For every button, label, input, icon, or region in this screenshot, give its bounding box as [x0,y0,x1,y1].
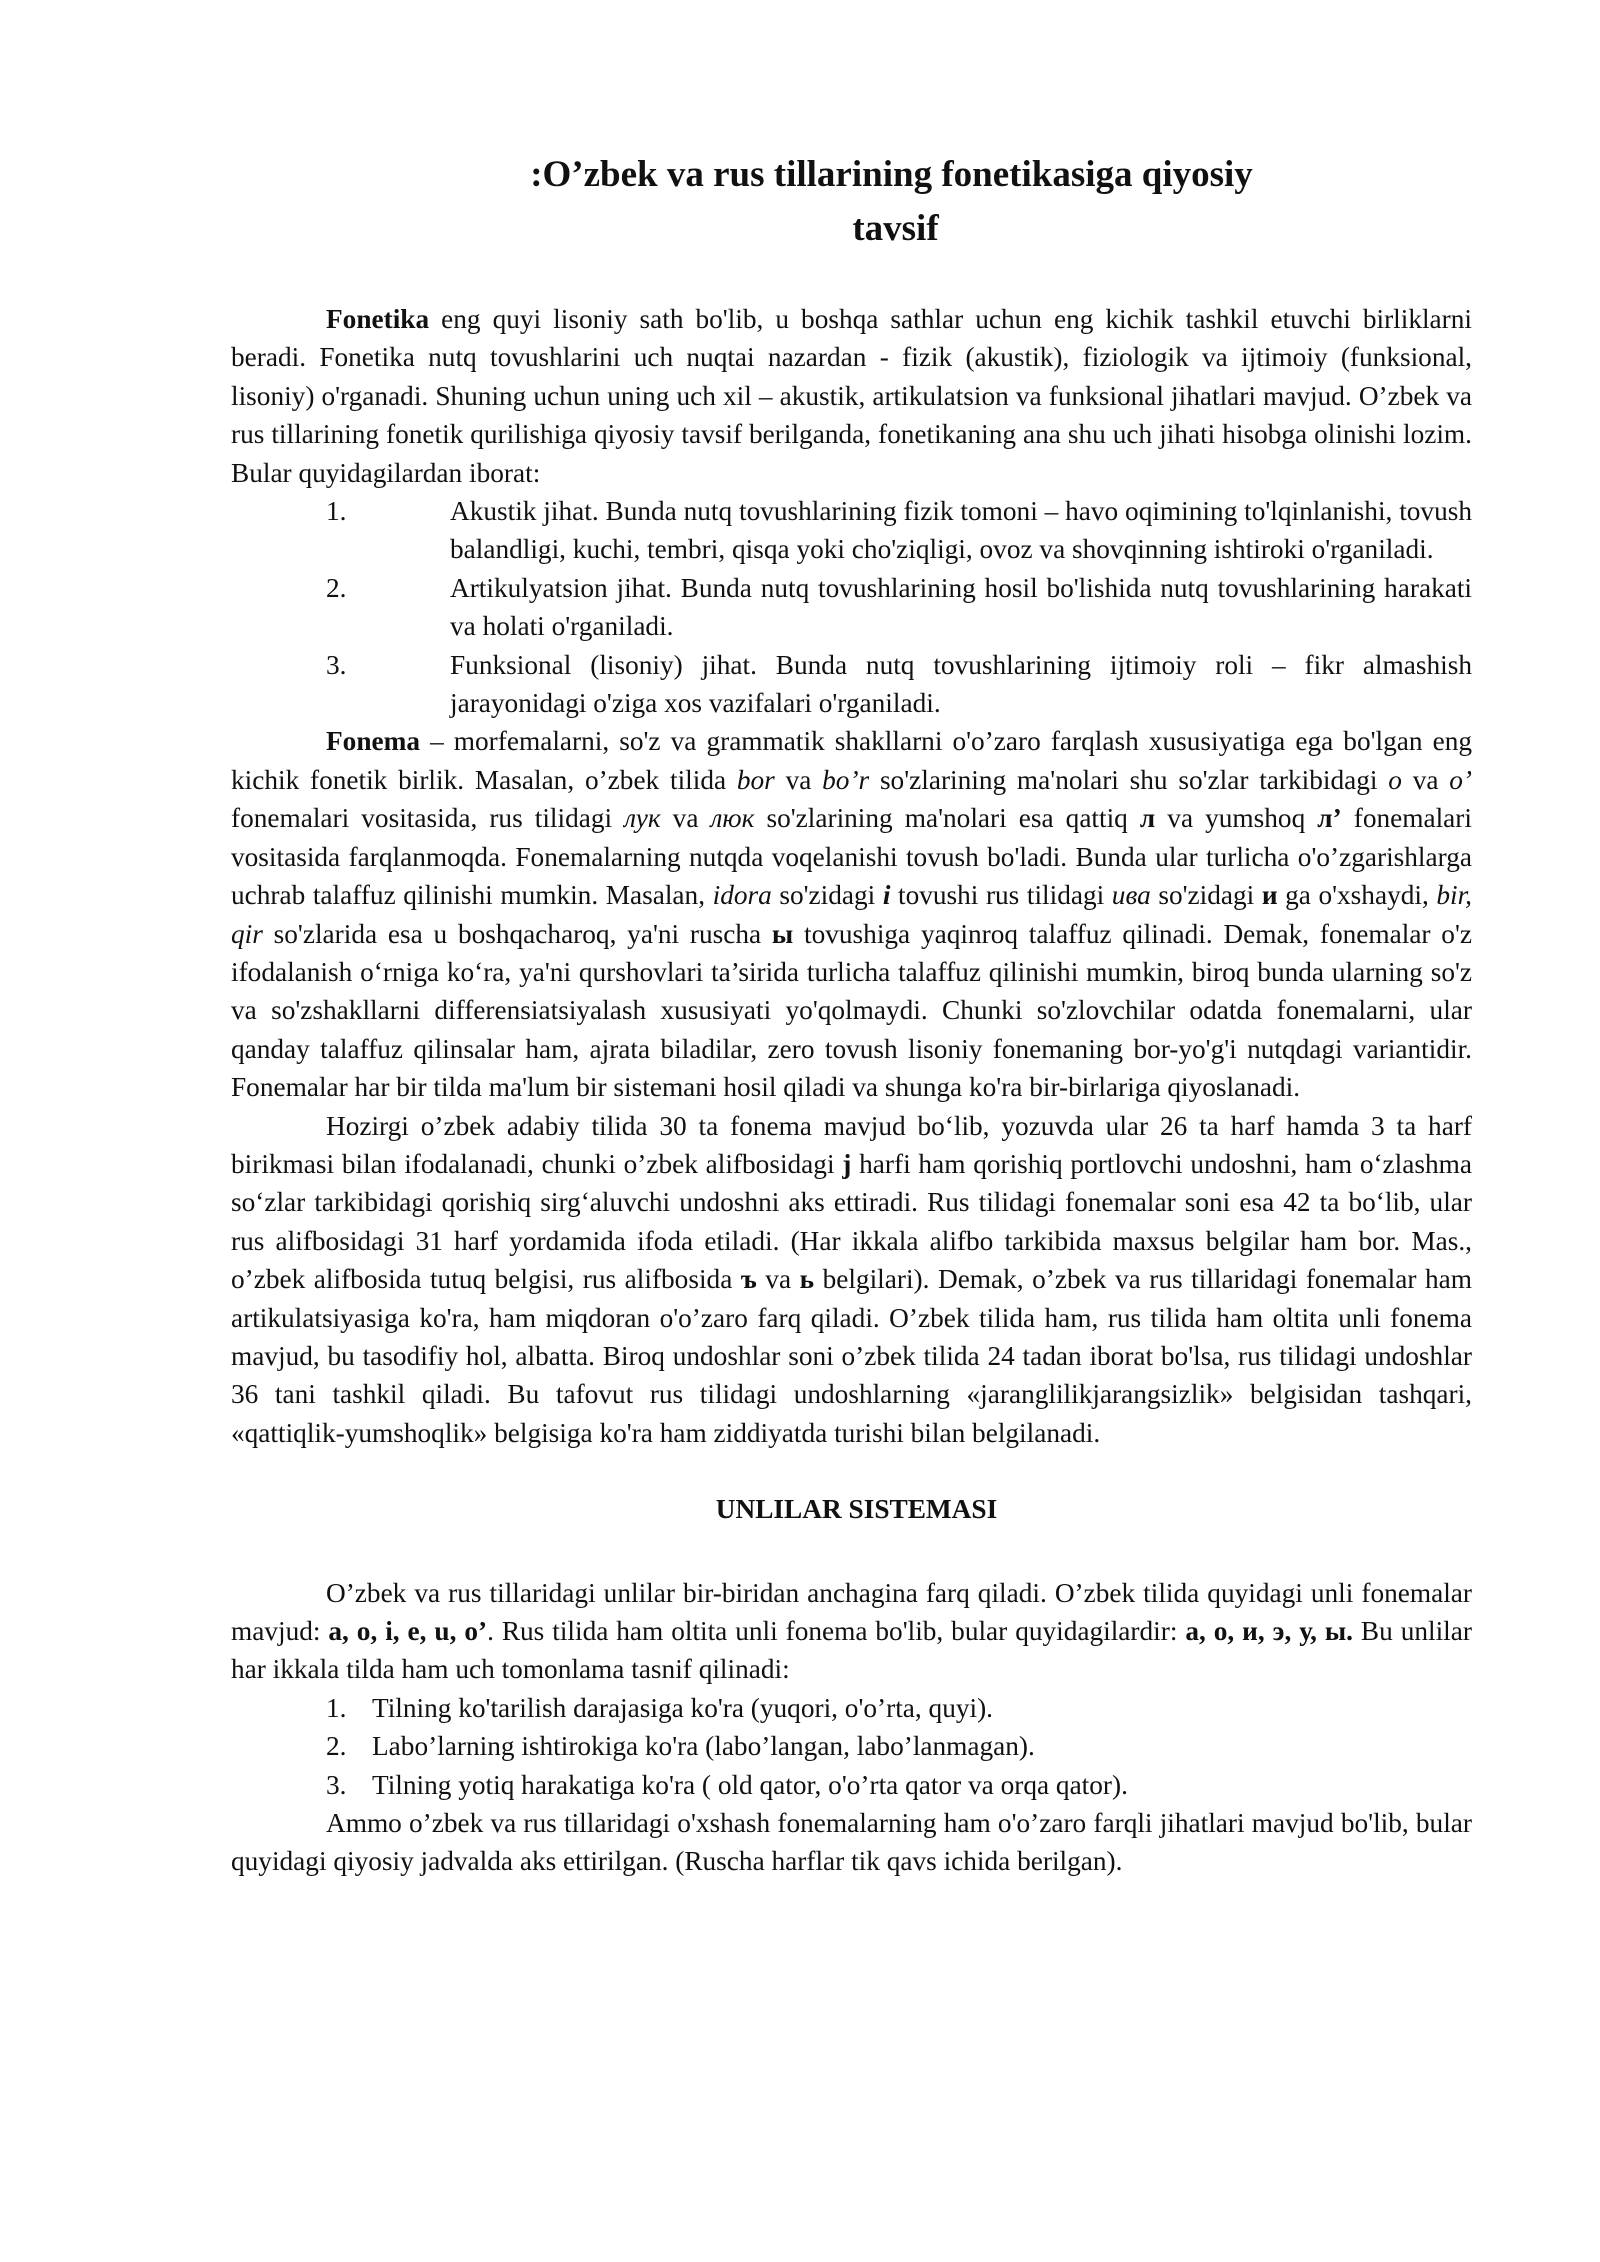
example-letter: j [842,1148,852,1179]
text-run: so'zlarining ma'nolari shu so'zlar tarkibidagi [869,764,1389,795]
text-run: so'zidagi [1150,880,1262,911]
example-letter: и [1261,880,1278,911]
text-run: va [774,764,823,795]
vowel-list: а, о, и, э, у, ы. [1185,1616,1353,1646]
example-word: idora [712,880,772,911]
title-line-2: tavsif [852,208,939,249]
example-word: o’ [1449,764,1473,795]
example-letter: ъ [740,1264,757,1295]
text-run: tovushiga yaqinroq talaffuz qilinadi. Demak, fonemalar o'z ifodalanish o‘rniga ko‘ra, ya'ni qurshovlari ta’sirida turlicha talaffuz qilinishi mumkin, biroq bunda ularning so'z va so'zshakllarni differensiatsiyalash xususiyati yo'qolmaydi. Chunki so'zlovchilar odatda fonemalarni, ular qanday talaffuz qilinsalar ham, ajrata biladilar, zero tovush lisoniy fonemaning bor-yo'g'i nutqdagi variantidir. Fonemalar har bir tilda ma'lum bir sistemani hosil qiladi va shunga ko'ra bir-birlariga qiyoslanadi. [231,918,1472,1103]
text-run: va yumshoq [1155,803,1318,834]
list-text: Akustik jihat. Bunda nutq tovushlarining fizik tomoni – havo oqimining to'lqinlanishi, tovush balandligi, kuchi, tembri, qisqa yoki cho'ziqligi, ovoz va shovqinning ishtiroki o'rganiladi. [450,496,1472,565]
text-run: . Rus tilida ham oltita unli fonema bo'lib, bular quyidagilardir: [487,1616,1186,1646]
list-number: 3. [326,1769,347,1800]
list-number: 3. [326,649,347,680]
list-item [326,646,1472,723]
text-run: belgilari). Demak, o’zbek va rus tillaridagi fonemalar ham artikulatsiyasiga ko'ra, ham miqdoran o'o’zaro farq qiladi. O’zbek tilida ham, rus tilida ham oltita unli fonema mavjud, bu tasodifiy hol, albatta. Biroq undoshlar soni o’zbek tilida 24 tadan iborat bo'lsa, rus tilidagi undoshlar 36 tani tashkil qiladi. Bu tafovut rus tilidagi undoshlarning «jaranglilikjarangsizlik» belgisidan tashqari, «qattiqlik-yumshoqlik» belgisiga ko'ra ham ziddiyatda turishi bilan belgilanadi. [231,1264,1472,1448]
text-run: so'zlarining ma'nolari esa qattiq [754,803,1140,834]
aspects-list [231,492,1472,722]
text-run: Hozirgi o’zbek adabiy tilida 30 ta fonema mavjud bo‘lib, yozuvda ular 26 ta harf hamda 3 ta harf birikmasi bilan ifodalanadi, chunki o’zbek alifbosidagi [231,1110,1472,1179]
paragraph-text: eng quyi lisoniy sath bo'lib, u boshqa sathlar uchun eng kichik tashkil etuvchi birliklarni beradi. Fonetika nutq tovushlarini uch nuqtai nazardan - fizik (akustik), fiziologik va ijtimoiy (funksional, lisoniy) o'rganadi. Shuning uchun uning uch xil – akustik, artikulatsion va funksional jihatlari mavjud. O’zbek va rus tillarining fonetik qurilishiga qiyosiy tavsif berilganda, fonetikaning ana shu uch jihati hisobga olinishi lozim. Bular quyidagilardan iborat: [231,304,1472,488]
list-item [326,569,1472,646]
section-heading: UNLILAR SISTEMASI [715,1494,998,1525]
paragraph-ammo: Ammo o’zbek va rus tillaridagi o'xshash fonemalarning ham o'o’zaro farqli jihatlari mavjud bo'lib, bular quyidagi qiyosiy jadvalda aks ettirilgan. (Ruscha harflar tik qavs ichida berilgan). [231,1808,1472,1877]
list-text: Tilning ko'tarilish darajasiga ko'ra (yuqori, o'o’rta, quyi). [372,1692,993,1723]
page-title [231,148,1472,256]
paragraph-fonema [231,722,1472,1106]
term-fonetika: Fonetika [326,304,430,334]
example-word: ива [1111,880,1151,911]
text-run: va [1401,764,1450,795]
example-word: bo’r [822,764,870,795]
example-letter: ы [771,918,794,949]
example-word: лук [624,803,661,834]
example-word: o [1388,764,1402,795]
example-letter: л [1139,803,1156,834]
term-fonema: Fonema [326,726,421,757]
paragraph-fonetika [231,300,1472,492]
list-number: 2. [326,572,347,603]
example-letter: i [882,880,891,911]
example-letter: л’ [1317,803,1342,834]
example-word: bir, qir [231,880,1472,949]
list-item [326,1727,1472,1765]
list-text: Funksional (lisoniy) jihat. Bunda nutq tovushlarining ijtimoiy roli – fikr almashish jarayonidagi o'ziga xos vazifalari o'rganiladi. [450,649,1472,719]
text-run: tovushi rus tilidagi [890,880,1112,911]
text-run: va [660,803,711,834]
list-text: Tilning yotiq harakatiga ko'ra ( old qator, o'o’rta qator va orqa qator). [372,1769,1128,1800]
title-line-1: :O’zbek va rus tillarining fonetikasiga qiyosiy [530,154,1253,195]
list-text: Artikulyatsion jihat. Bunda nutq tovushlarining hosil bo'lishida nutq tovushlarining harakati va holati o'rganiladi. [450,572,1472,642]
list-number: 2. [326,1731,347,1762]
paragraph-unlilar [231,1574,1472,1689]
list-number: 1. [326,1692,347,1723]
text-run: O’zbek va rus tillaridagi unlilar bir-biridan anchagina farq qiladi. O’zbek tilida quyidagi unli fonemalar mavjud: [231,1577,1472,1646]
text-run: harfi ham qorishiq portlovchi undoshni, ham o‘zlashma so‘zlar tarkibidagi qorishiq sirg‘aluvchi undoshni aks ettiradi. Rus tilidagi fonemalar soni esa 42 ta bo‘lib, ular rus alifbosidagi 31 harf yordamida ifoda etiladi. (Har ikkala alifbo tarkibida maxsus belgilar ham bor. Mas., o’zbek alifbosida tutuq belgisi, rus alifbosida [231,1148,1472,1295]
text-run: fonemalari vositasida farqlanmoqda. Fonemalarning nutqda voqelanishi tovush bo'ladi. Bunda ular turlicha o'o’zgarishlarga uchrab talaffuz qilinishi mumkin. Masalan, [231,803,1472,911]
list-item [326,1689,1472,1727]
example-word: люк [710,803,755,834]
vowel-list: a, o, i, e, u, o’ [328,1616,488,1646]
text-run: so'zlarida esa u boshqacharoq, ya'ni ruscha [262,918,772,949]
example-word: bor [736,764,775,795]
list-item [326,492,1472,569]
list-number: 1. [326,496,347,527]
text-run: so'zidagi [771,880,883,911]
text-run: fonemalari vositasida, rus tilidagi [231,803,625,834]
text-run: va [756,1264,800,1295]
text-run: ga o'xshaydi, [1277,880,1437,911]
classification-list [231,1689,1472,1804]
paragraph-hozirgi [231,1107,1472,1453]
example-letter: ь [799,1264,815,1295]
list-item [326,1766,1472,1804]
text-run: – morfemalarni, so'z va grammatik shakllarni o'o’zaro farqlash xususiyatiga ega bo'lgan eng kichik fonetik birlik. Masalan, o’zbek tilida [231,726,1472,795]
list-text: Labo’larning ishtirokiga ko'ra (labo’langan, labo’lanmagan). [372,1731,1035,1762]
text-run: Bu unlilar har ikkala tilda ham uch tomonlama tasnif qilinadi: [231,1616,1472,1685]
